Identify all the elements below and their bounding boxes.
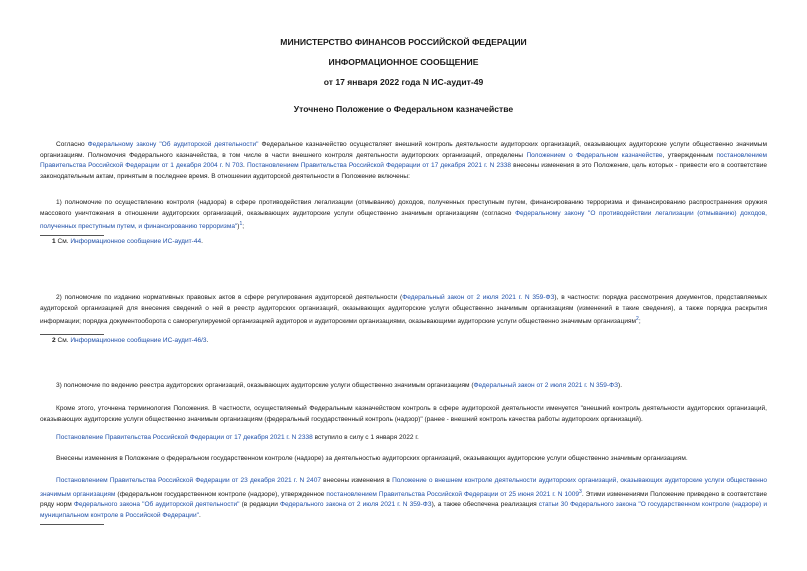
link-treasury-regulation[interactable]: Положением о Федеральном казначействе (526, 151, 663, 159)
text-run: Федеральное казначейство осуществляет внешний контроль деятельности аудиторских организаций, оказывающих аудиторские услуги общественно значимым организациям. Полномочия Федерального казначейства, в том числе в части внешнего контроля деятельности аудиторских организаций, определены (40, 141, 767, 159)
paragraph-changes (40, 454, 767, 465)
footnote-mark: 2 (52, 337, 56, 344)
footnote-divider (40, 524, 104, 525)
text-run: ), в частности: порядка рассмотрения документов, представляемых аудиторской организацией для внесения сведений о ней в реестр аудиторских организаций, оказывающих аудиторские услуги общественно значимым организациям (изменений в такие сведения), а также порядка раскрытия информации; порядка документооборота с саморегулируемой организацией аудиторов и аудиторскими организациями, оказывающими аудиторские услуги общественно значимым организациям (40, 294, 767, 326)
paragraph-effective-date (40, 433, 767, 444)
footnote-ref-2[interactable]: 2 (636, 316, 639, 322)
text-run: Кроме этого, уточнена терминология Положения. В частности, осуществляемый Федеральным казначейством контроль в сфере аудиторской деятельности именуется "внешний контроль деятельности аудиторских организаций, оказывающих аудиторские услуги общественно значимым организациям (федеральный государственный контроль (надзор)" (ранее - внешний контроль качества работы аудиторских организаций). (40, 405, 767, 423)
text-run: 1) полномочие по осуществлению контроля (надзора) в сфере противодействия легализации (отмыванию) доходов, полученных преступным путем, финансированию терроризма и финансированию распространения оружия массового уничтожения в отношении аудиторских организаций, оказывающих аудиторские услуги общественно значимым организациям (согласно (40, 199, 767, 217)
link-is-audit-44[interactable]: Информационное сообщение ИС-аудит-44 (70, 238, 202, 245)
text-run: Внесены изменения в Положение о федеральном государственном контроле (надзоре) за деятельностью аудиторских организаций, оказывающих аудиторские услуги общественно значимым организациям. (56, 455, 688, 462)
paragraph-item-2 (40, 293, 767, 328)
link-aml-law[interactable]: Федеральному закону "О противодействии легализации (отмыванию) доходов, полученных преступным путем, и финансированию терроризма" (40, 209, 767, 231)
paragraph-terminology (40, 404, 767, 425)
link-resolution-1009[interactable]: постановлением Правительства Российской Федерации от 25 июня 2021 г. N 1009 (326, 490, 580, 498)
footnote-ref-1[interactable]: 1 (239, 221, 243, 227)
text-run: 2) полномочие по изданию нормативных правовых актов в сфере регулирования аудиторской деятельности ( (56, 294, 403, 301)
text-run: . (206, 337, 209, 344)
text-run: См. (55, 337, 71, 344)
document-type-heading: ИНФОРМАЦИОННОЕ СООБЩЕНИЕ (328, 57, 479, 67)
text-run: вступило в силу с 1 января 2022 г. (312, 434, 419, 441)
footnote-divider (40, 235, 104, 236)
date-number-heading: от 17 января 2022 года N ИС-аудит-49 (323, 77, 484, 87)
text-run: (федеральном государственном контроле (надзоре), утвержденное (115, 490, 327, 498)
text-run: . (201, 238, 203, 245)
paragraph-resolution-2407 (40, 476, 767, 521)
paragraph-item-3 (40, 381, 767, 392)
text-run: , утвержденным (662, 151, 717, 159)
text-run: . (243, 162, 247, 169)
text-run: . (198, 511, 201, 519)
footnote-divider (40, 334, 104, 335)
text-run: См. (55, 238, 71, 245)
link-resolution-2407[interactable]: Постановлением Правительства Российской Федерации от 23 декабря 2021 г. N 2407 (56, 477, 321, 484)
link-law-359[interactable]: Федерального закона от 2 июля 2021 г. N 359-ФЗ (279, 501, 432, 509)
link-resolution-703[interactable]: постановлением Правительства Российской Федерации от 1 декабря 2004 г. N 703 (40, 151, 768, 169)
text-run: ) (237, 223, 240, 231)
link-audit-law[interactable]: Федеральному закону "Об аудиторской деятельности" (87, 141, 259, 148)
link-external-control-regulation[interactable]: Положение о внешнем контроле деятельности аудиторских организаций, оказывающих аудиторские услуги общественно значимым организациям (40, 477, 767, 498)
link-audit-law[interactable]: Федерального закона "Об аудиторской деятельности" (73, 501, 240, 509)
text-run: внесены изменения в (320, 477, 393, 484)
text-run: Согласно (56, 141, 88, 148)
link-resolution-2338[interactable]: Постановлением Правительства Российской Федерации от 17 декабря 2021 г. N 2338 (246, 162, 512, 169)
link-law-359[interactable]: Федеральный закон от 2 июля 2021 г. N 359-ФЗ (402, 294, 555, 301)
footnote-ref-3[interactable]: 3 (579, 488, 582, 495)
ministry-heading: МИНИСТЕРСТВО ФИНАНСОВ РОССИЙСКОЙ ФЕДЕРАЦИИ (280, 37, 527, 47)
text-run: ), а также обеспечена реализация (431, 501, 539, 509)
text-run: ). (618, 382, 623, 389)
text-run: . Этими изменениями Положение приведено в соответствие ряду норм (40, 490, 767, 509)
text-run: 3) полномочие по ведению реестра аудиторских организаций, оказывающих аудиторские услуги общественно значимым организациям ( (56, 382, 474, 389)
footnote-1 (52, 237, 203, 247)
text-run: (в редакции (239, 501, 280, 509)
link-article-30[interactable]: статьи 30 Федерального закона "О государственном контроле (надзоре) и муниципальном контроле в Российской Федерации" (40, 501, 767, 519)
paragraph-intro (40, 140, 767, 182)
link-is-audit-46-3[interactable]: Информационное сообщение ИС-аудит-46/3 (70, 337, 207, 344)
text-run: ; (638, 318, 641, 326)
paragraph-item-1 (40, 198, 767, 233)
document-title: Уточнено Положение о Федеральном казначействе (293, 104, 514, 114)
footnote-mark: 1 (52, 238, 56, 245)
text-run: ; (242, 223, 245, 231)
text-run: внесены изменения в это Положение, цель которых - привести его в соответствие законодательным актам, принятым в последнее время. В отношении аудиторской деятельности в Положение включены: (40, 162, 768, 180)
link-law-359[interactable]: Федеральный закон от 2 июля 2021 г. N 359-ФЗ (473, 382, 619, 389)
link-resolution-2338[interactable]: Постановление Правительства Российской Федерации от 17 декабря 2021 г. N 2338 (56, 434, 313, 441)
footnote-2 (52, 336, 208, 346)
